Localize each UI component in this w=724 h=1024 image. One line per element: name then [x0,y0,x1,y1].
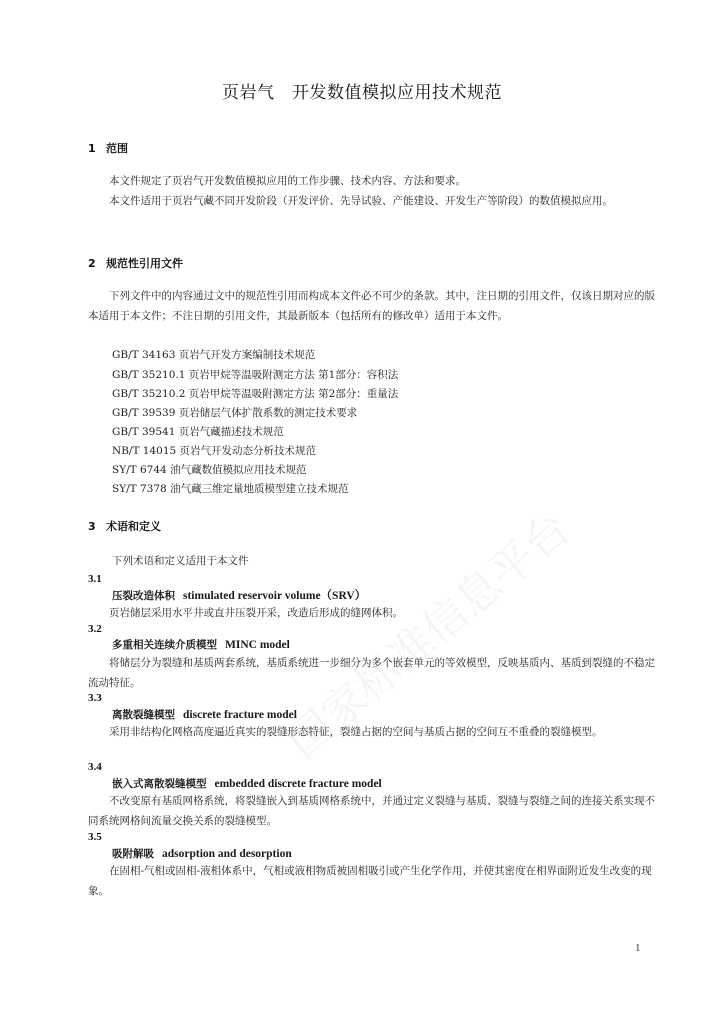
term-english: stimulated reservoir volume（SRV） [183,590,367,602]
page-number: 1 [635,942,641,954]
section-1-heading [88,140,128,156]
term-chinese: 压裂改造体积 [112,590,175,602]
term-definition: 采用非结构化网格高度逼近真实的裂缝形态特征，裂缝占据的空间与基质占据的空间互不重叠的裂缝模型。 [109,726,603,738]
term-definition: 将储层分为裂缝和基质两套系统，基质系统进一步细分为多个嵌套单元的等效模型，反映基质内、基质到裂缝的不稳定流动特征。 [88,657,655,689]
reference-item: SY/T 7378 油气藏三维定量地质模型建立技术规范 [112,483,349,495]
term-definition: 不改变原有基质网格系统，将裂缝嵌入到基质网格系统中，并通过定义裂缝与基质、裂缝与裂缝之间的连接关系实现不同系统网格间流量交换关系的裂缝模型。 [88,795,655,827]
page-title: 页岩气 开发数值模拟应用技术规范 [222,83,502,103]
section-number: 3 [88,520,96,533]
reference-item: GB/T 35210.2 页岩甲烷等温吸附测定方法 第2部分：重量法 [112,388,399,400]
term-number: 3.4 [88,761,102,773]
paragraph: 本文件规定了页岩气开发数值模拟应用的工作步骤、技术内容、方法和要求。 [109,175,466,187]
term-definition: 在固相-气相或固相-液相体系中，气相或液相物质被固相吸引或产生化学作用，并使其密度在相界面附近发生改变的现象。 [88,865,652,897]
term-title [112,776,382,791]
section-title: 术语和定义 [106,520,161,533]
paragraph: 下列文件中的内容通过文中的规范性引用而构成本文件必不可少的条款。其中，注日期的引用文件，仅该日期对应的版本适用于本文件；不注日期的引用文件，其最新版本（包括所有的修改单）适用于本文件。 [88,290,655,322]
reference-item: GB/T 34163 页岩气开发方案编制技术规范 [112,349,316,361]
reference-item: GB/T 39541 页岩气藏描述技术规范 [112,426,284,438]
section-3-heading [88,518,161,534]
section-number: 2 [88,257,96,270]
term-title [112,637,290,652]
term-title [112,707,297,722]
reference-item: GB/T 35210.1 页岩甲烷等温吸附测定方法 第1部分：容积法 [112,369,399,381]
term-chinese: 吸附解吸 [112,848,154,860]
term-english: discrete fracture model [183,709,297,721]
term-title [112,846,292,861]
reference-item: GB/T 39539 页岩储层气体扩散系数的测定技术要求 [112,407,358,419]
term-number: 3.2 [88,623,102,635]
section-number: 1 [88,142,96,155]
reference-item: NB/T 14015 页岩气开发动态分析技术规范 [112,445,317,457]
section-title: 范围 [106,142,128,155]
term-chinese: 多重相关连续介质模型 [112,639,217,651]
term-number: 3.1 [88,573,102,585]
term-number: 3.5 [88,831,102,843]
term-english: embedded discrete fracture model [214,778,382,790]
paragraph: 下列术语和定义适用于本文件 [112,555,249,567]
term-english: adsorption and desorption [162,848,292,860]
reference-item: SY/T 6744 油气藏数值模拟应用技术规范 [112,464,307,476]
term-definition: 页岩储层采用水平井或直井压裂开采，改造后形成的缝网体积。 [109,607,403,619]
term-title [112,587,366,603]
section-2-heading [88,255,183,271]
paragraph: 本文件适用于页岩气藏不同开发阶段（开发评价、先导试验、产能建设、开发生产等阶段）的数值模拟应用。 [109,195,613,207]
term-number: 3.3 [88,692,102,704]
term-chinese: 嵌入式离散裂缝模型 [112,778,207,790]
section-title: 规范性引用文件 [106,257,183,270]
term-english: MINC model [225,639,290,651]
term-chinese: 离散裂缝模型 [112,709,175,721]
